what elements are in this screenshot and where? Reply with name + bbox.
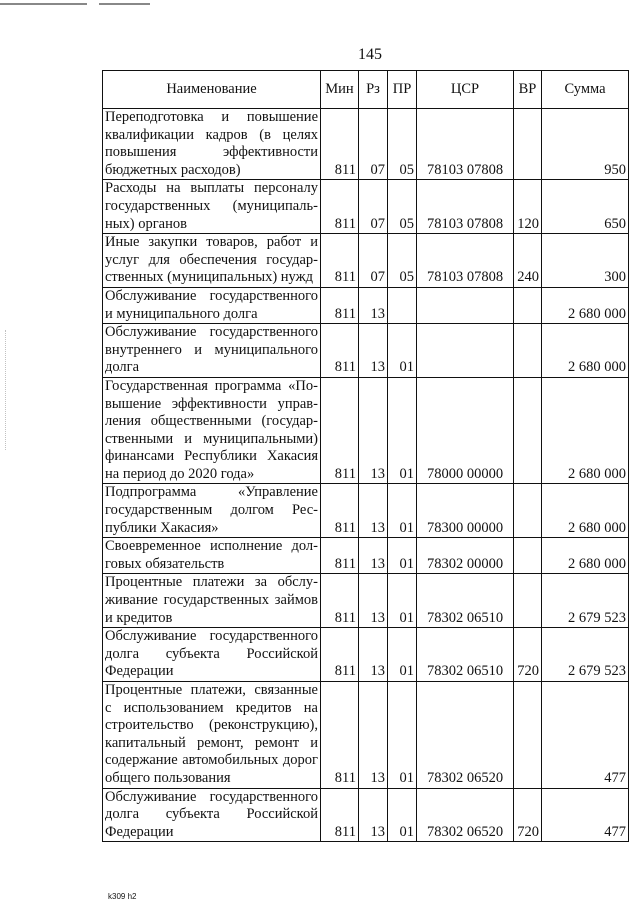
row-rz: 13 [359,287,388,323]
row-min: 811 [321,788,359,842]
row-min: 811 [321,234,359,288]
row-csr: 78302 00000 [417,538,514,574]
row-name: Процентные платежи за обслуживание государственных займов и кредитов [103,574,321,628]
row-name: Иные закупки товаров, работ и услуг для обеспечения государственных (муниципальных) нужд [103,234,321,288]
row-vr [514,574,542,628]
row-vr: 720 [514,628,542,682]
table-row [103,788,629,842]
row-sum: 2 680 000 [542,538,629,574]
row-pr: 01 [388,324,417,378]
row-rz: 13 [359,538,388,574]
row-name: Обслуживание государственного внутреннего и муниципального долга [103,324,321,378]
row-name: Обслуживание государственного долга субъекта Российской Федерации [103,788,321,842]
table-row [103,180,629,234]
row-rz: 07 [359,109,388,180]
table-row [103,109,629,180]
row-rz: 13 [359,324,388,378]
row-vr [514,682,542,789]
row-csr: 78103 07808 [417,180,514,234]
row-csr: 78300 00000 [417,484,514,538]
row-rz: 13 [359,682,388,789]
row-rz: 07 [359,180,388,234]
row-pr: 05 [388,109,417,180]
header-csr: ЦСР [417,71,514,109]
row-sum: 2 680 000 [542,484,629,538]
table-row [103,484,629,538]
row-csr: 78103 07808 [417,109,514,180]
row-vr: 120 [514,180,542,234]
table-header-row [103,71,629,109]
row-name: Обслуживание государственного долга субъекта Российской Федерации [103,628,321,682]
row-name: Процентные платежи, связанные с использованием кредитов на строительство (реконструкцию), капитальный ремонт, ремонт и содержание автомобильных дорог общего пользования [103,682,321,789]
page-number: 145 [358,46,382,63]
row-csr [417,287,514,323]
row-vr: 720 [514,788,542,842]
row-csr: 78103 07808 [417,234,514,288]
row-pr: 01 [388,484,417,538]
row-min: 811 [321,628,359,682]
row-sum: 950 [542,109,629,180]
row-rz: 13 [359,574,388,628]
row-sum: 477 [542,682,629,789]
row-csr: 78302 06510 [417,574,514,628]
row-vr [514,484,542,538]
row-csr: 78302 06520 [417,682,514,789]
row-min: 811 [321,484,359,538]
row-sum: 2 679 523 [542,628,629,682]
row-name: Расходы на выплаты персоналу государственных (муниципальных) органов [103,180,321,234]
scan-margin-dots [5,330,9,450]
table-row [103,377,629,484]
row-rz: 13 [359,628,388,682]
row-rz: 13 [359,484,388,538]
row-min: 811 [321,180,359,234]
row-min: 811 [321,287,359,323]
table-row [103,574,629,628]
table-row [103,682,629,789]
footer-code: k309 h2 [108,892,137,901]
row-sum: 300 [542,234,629,288]
header-rz: Рз [359,71,388,109]
row-pr [388,287,417,323]
table-row [103,538,629,574]
header-vr: ВР [514,71,542,109]
row-rz: 13 [359,377,388,484]
header-min: Мин [321,71,359,109]
row-sum: 2 680 000 [542,287,629,323]
row-csr: 78302 06510 [417,628,514,682]
row-min: 811 [321,574,359,628]
table-row [103,628,629,682]
row-vr [514,377,542,484]
header-pr: ПР [388,71,417,109]
row-pr: 05 [388,234,417,288]
row-csr [417,324,514,378]
row-sum: 477 [542,788,629,842]
row-pr: 01 [388,682,417,789]
row-pr: 01 [388,538,417,574]
row-sum: 2 680 000 [542,324,629,378]
row-vr [514,324,542,378]
row-min: 811 [321,538,359,574]
budget-table [102,70,629,842]
row-name: Обслуживание государственного и муниципального долга [103,287,321,323]
row-vr [514,109,542,180]
header-name: Наименование [103,71,321,109]
row-pr: 01 [388,628,417,682]
row-min: 811 [321,324,359,378]
row-rz: 13 [359,788,388,842]
scan-edge-mark [0,3,150,5]
row-pr: 01 [388,788,417,842]
row-vr [514,287,542,323]
row-pr: 01 [388,377,417,484]
row-name: Подпрограмма «Управление государственным долгом Республики Хакасия» [103,484,321,538]
row-name: Государственная программа «Повышение эффективности управления общественными (государственными и муниципальными) финансами Республики Хакасия на период до 2020 года» [103,377,321,484]
row-sum: 650 [542,180,629,234]
row-name: Своевременное исполнение долговых обязательств [103,538,321,574]
row-min: 811 [321,109,359,180]
table-row [103,324,629,378]
row-rz: 07 [359,234,388,288]
table-row [103,287,629,323]
row-csr: 78302 06520 [417,788,514,842]
row-sum: 2 680 000 [542,377,629,484]
row-name: Переподготовка и повышение квалификации кадров (в целях повышения эффективности бюджетных расходов) [103,109,321,180]
row-min: 811 [321,377,359,484]
row-pr: 05 [388,180,417,234]
header-sum: Сумма [542,71,629,109]
table-row [103,234,629,288]
row-vr: 240 [514,234,542,288]
row-vr [514,538,542,574]
row-min: 811 [321,682,359,789]
row-pr: 01 [388,574,417,628]
row-sum: 2 679 523 [542,574,629,628]
row-csr: 78000 00000 [417,377,514,484]
